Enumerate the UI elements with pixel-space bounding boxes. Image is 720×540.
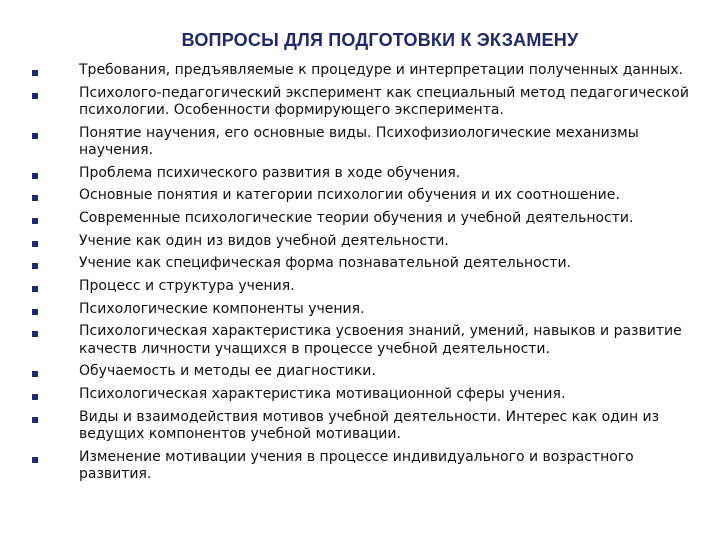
list-item [0, 278, 720, 295]
page-title: ВОПРОСЫ ДЛЯ ПОДГОТОВКИ К ЭКЗАМЕНУ [181, 30, 579, 50]
list-item-text: Обучаемость и методы ее диагностики. [79, 363, 376, 380]
list-item-text: Понятие научения, его основные виды. Психофизиологические механизмы научения. [79, 124, 639, 158]
list-item-text: Изменение мотивации учения в процессе индивидуального и возрастного развития. [79, 448, 634, 483]
list-item-text: Виды и взаимодействия мотивов учебной деятельности. Интерес как один из ведущих компонентов учебной мотивации. [79, 408, 660, 443]
list-item [0, 125, 720, 160]
list-item [0, 363, 720, 380]
list-item-text: Психологическая характеристика мотивационной сферы учения. [79, 386, 566, 403]
list-item-text: Психологическая характеристика усвоения знаний, умений, навыков и развитие качеств личности учащихся в процессе учебной деятельности. [79, 323, 682, 357]
square-bullet-icon [32, 263, 38, 269]
square-bullet-icon [32, 133, 38, 139]
list-item [0, 210, 720, 227]
list-item [0, 233, 720, 250]
question-list [0, 62, 720, 489]
list-item [0, 409, 720, 444]
square-bullet-icon [32, 218, 38, 224]
square-bullet-icon [32, 371, 38, 377]
list-item-text: Учение как один из видов учебной деятельности. [79, 232, 449, 249]
list-item-text: Процесс и структура учения. [79, 278, 295, 295]
list-item [0, 85, 720, 120]
square-bullet-icon [32, 331, 38, 337]
square-bullet-icon [32, 70, 38, 76]
square-bullet-icon [32, 93, 38, 99]
list-item [0, 255, 720, 272]
list-item-text: Основные понятия и категории психологии обучения и их соотношение. [79, 187, 620, 204]
list-item [0, 187, 720, 204]
list-item-text: Учение как специфическая форма познавательной деятельности. [79, 255, 572, 272]
list-item [0, 323, 720, 358]
list-item [0, 62, 720, 79]
square-bullet-icon [32, 173, 38, 179]
list-item [0, 449, 720, 484]
square-bullet-icon [32, 394, 38, 400]
square-bullet-icon [32, 195, 38, 201]
square-bullet-icon [32, 286, 38, 292]
list-item-text: Психолого-педагогический эксперимент как специальный метод педагогической психологии. Особенности формирующего эксперимента. [79, 84, 689, 118]
list-item-text: Современные психологические теории обучения и учебной деятельности. [79, 210, 634, 227]
list-item-text: Психологические компоненты учения. [79, 300, 365, 317]
list-item-text: Проблема психического развития в ходе обучения. [79, 164, 461, 181]
list-item-text: Требования, предъявляемые к процедуре и интерпретации полученных данных. [79, 62, 684, 78]
list-item [0, 165, 720, 182]
square-bullet-icon [32, 417, 38, 423]
square-bullet-icon [32, 457, 38, 463]
square-bullet-icon [32, 309, 38, 315]
list-item [0, 386, 720, 403]
list-item [0, 301, 720, 318]
square-bullet-icon [32, 241, 38, 247]
